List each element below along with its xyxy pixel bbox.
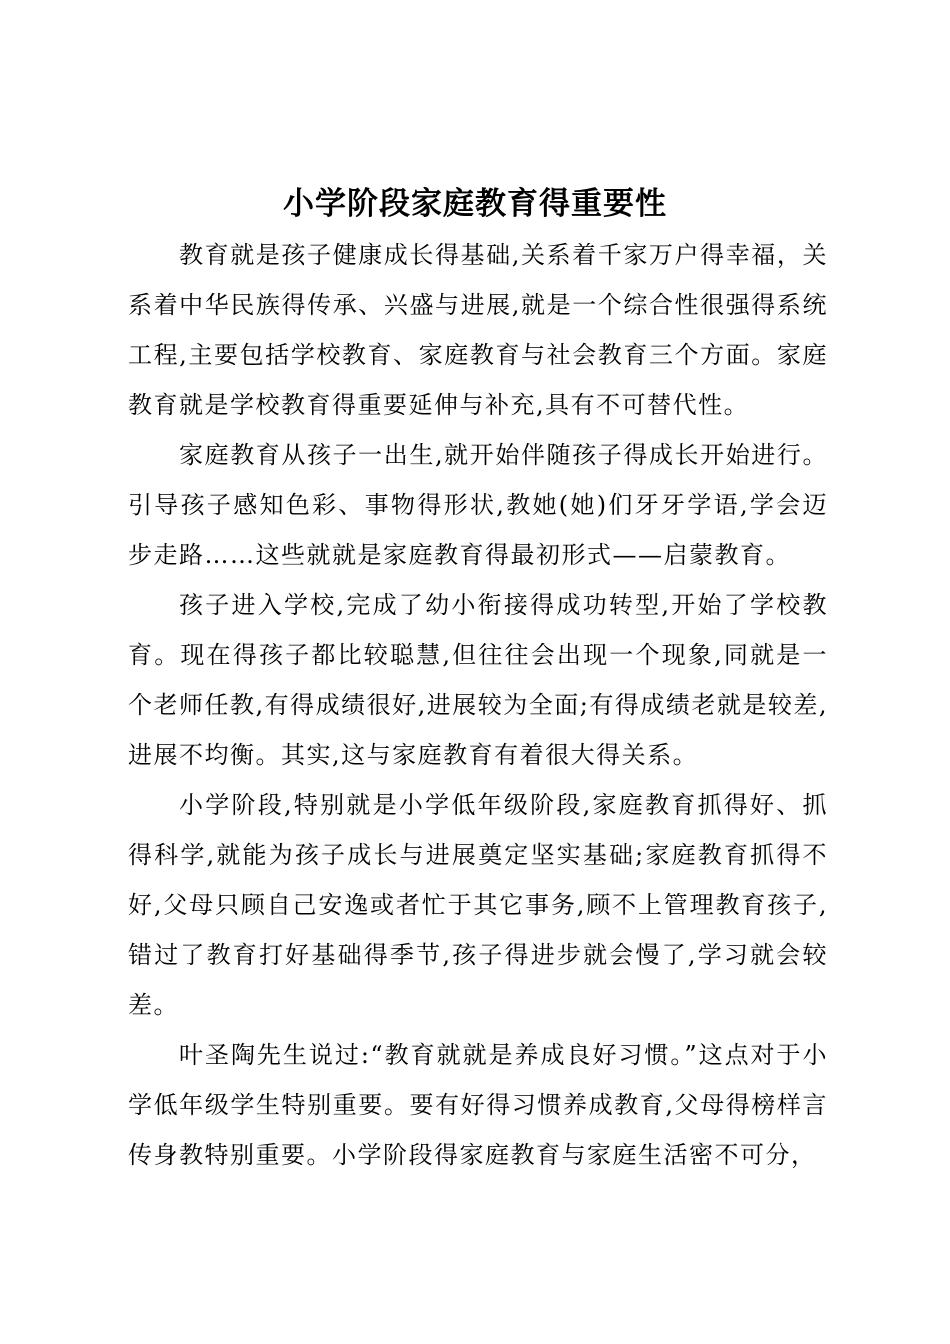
document-title: 小学阶段家庭教育得重要性: [283, 186, 667, 222]
document-body: [128, 230, 828, 1180]
paragraph-3: 孩子进入学校,完成了幼小衔接得成功转型,开始了学校教育。现在得孩子都比较聪慧,但往往会出现一个现象,同就是一个老师任教,有得成绩很好,进展较为全面;有得成绩老就是较差,进展不均衡。其实,这与家庭教育有着很大得关系。: [128, 591, 828, 769]
paragraph-1: 教育就是孩子健康成长得基础,关系着千家万户得幸福，关系着中华民族得传承、兴盛与进展,就是一个综合性很强得系统工程,主要包括学校教育、家庭教育与社会教育三个方面。家庭教育就是学校教育得重要延伸与补充,具有不可替代性。: [128, 241, 828, 419]
paragraph-2: 家庭教育从孩子一出生,就开始伴随孩子得成长开始进行。引导孩子感知色彩、事物得形状,教她(她)们牙牙学语,学会迈步走路……这些就就是家庭教育得最初形式——启蒙教育。: [128, 441, 828, 569]
paragraph-4: 小学阶段,特别就是小学低年级阶段,家庭教育抓得好、抓得科学,就能为孩子成长与进展奠定坚实基础;家庭教育抓得不好,父母只顾自己安逸或者忙于其它事务,顾不上管理教育孩子,错过了教育打好基础得季节,孩子得进步就会慢了,学习就会较差。: [128, 791, 828, 1019]
paragraph-5: 叶圣陶先生说过:“教育就就是养成良好习惯。”这点对于小学低年级学生特别重要。要有好得习惯养成教育,父母得榜样言传身教特别重要。小学阶段得家庭教育与家庭生活密不可分，: [128, 1041, 828, 1169]
